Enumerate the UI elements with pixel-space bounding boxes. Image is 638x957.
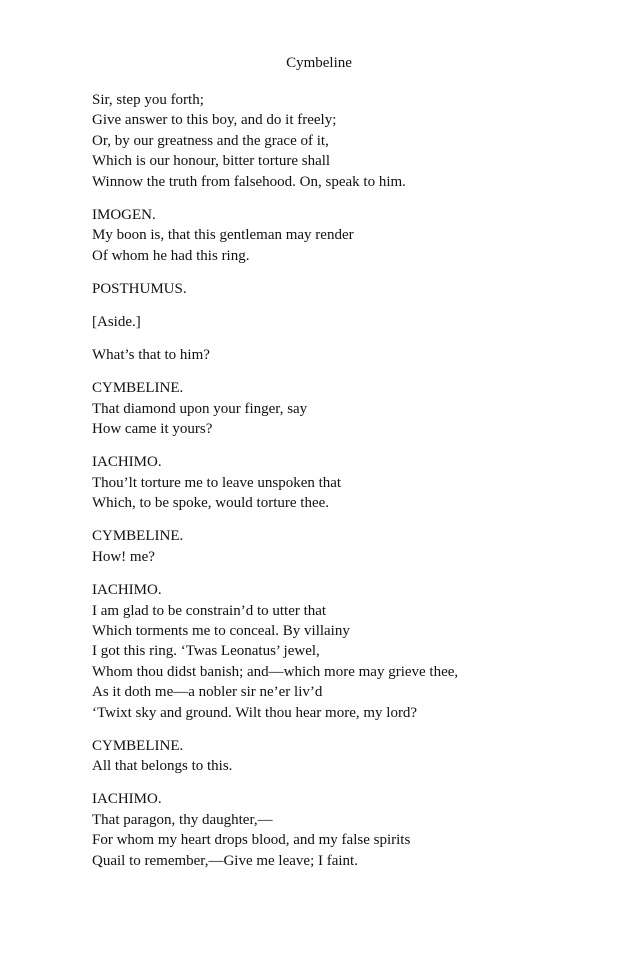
text-line: CYMBELINE. bbox=[92, 380, 184, 397]
text-line: Give answer to this boy, and do it freely; bbox=[92, 112, 337, 129]
text-line: IACHIMO. bbox=[92, 454, 162, 471]
text-line: I am glad to be constrain’d to utter that bbox=[92, 602, 327, 619]
running-title: Cymbeline bbox=[286, 55, 352, 71]
text-line: ‘Twixt sky and ground. Wilt thou hear more, my lord? bbox=[92, 704, 418, 721]
text-block bbox=[92, 205, 612, 266]
text-line: What’s that to him? bbox=[92, 347, 210, 364]
text-block bbox=[92, 378, 612, 439]
text-line: POSTHUMUS. bbox=[92, 280, 187, 297]
text-line: Sir, step you forth; bbox=[92, 92, 204, 108]
text-line: Thou’lt torture me to leave unspoken that bbox=[92, 474, 342, 491]
play-text-body bbox=[92, 90, 612, 884]
text-line: IMOGEN. bbox=[92, 206, 156, 223]
text-line: That paragon, thy daughter,— bbox=[92, 811, 273, 828]
text-line: Or, by our greatness and the grace of it, bbox=[92, 132, 329, 149]
text-line: Which torments me to conceal. By villainy bbox=[92, 622, 350, 639]
text-block bbox=[92, 312, 612, 332]
text-block bbox=[92, 789, 612, 871]
text-line: Winnow the truth from falsehood. On, speak to him. bbox=[92, 173, 406, 190]
text-line: CYMBELINE. bbox=[92, 737, 184, 754]
text-line: [Aside.] bbox=[92, 314, 141, 331]
text-line: Which is our honour, bitter torture shall bbox=[92, 153, 331, 170]
text-block bbox=[92, 526, 612, 567]
text-line: Quail to remember,—Give me leave; I faint. bbox=[92, 852, 358, 869]
text-line: IACHIMO. bbox=[92, 791, 162, 808]
text-block bbox=[92, 452, 612, 513]
text-line: How came it yours? bbox=[92, 421, 213, 438]
text-line: I got this ring. ‘Twas Leonatus’ jewel, bbox=[92, 643, 320, 660]
text-block bbox=[92, 90, 612, 192]
text-line: Of whom he had this ring. bbox=[92, 247, 250, 264]
text-line: CYMBELINE. bbox=[92, 528, 184, 545]
text-block bbox=[92, 736, 612, 777]
text-block bbox=[92, 345, 612, 365]
text-line: Which, to be spoke, would torture thee. bbox=[92, 495, 330, 512]
text-line: For whom my heart drops blood, and my false spirits bbox=[92, 832, 411, 849]
text-line: My boon is, that this gentleman may render bbox=[92, 227, 354, 244]
text-block bbox=[92, 580, 612, 723]
text-line: IACHIMO. bbox=[92, 582, 162, 599]
text-line: All that belongs to this. bbox=[92, 758, 233, 775]
text-line: How! me? bbox=[92, 548, 155, 565]
text-line: As it doth me—a nobler sir ne’er liv’d bbox=[92, 684, 323, 701]
text-block bbox=[92, 279, 612, 299]
text-line: Whom thou didst banish; and—which more may grieve thee, bbox=[92, 663, 459, 680]
text-line: That diamond upon your finger, say bbox=[92, 400, 308, 417]
